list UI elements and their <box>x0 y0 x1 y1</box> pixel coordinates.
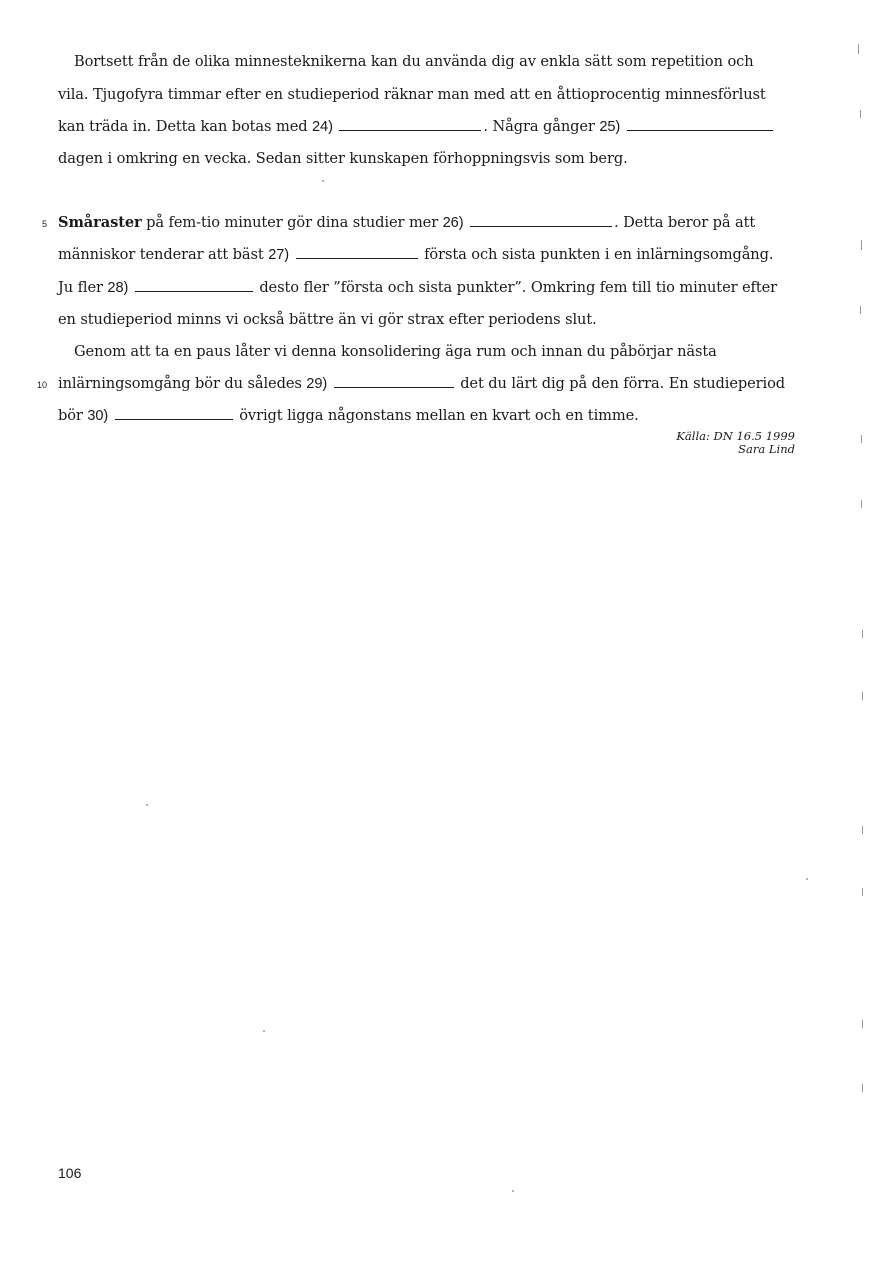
gap-number-24: 24) <box>312 119 333 135</box>
line-text: vila. Tjugofyra timmar efter en studieperiod räknar man med att en åttioprocentig minnesförlust <box>58 86 766 103</box>
line-text: första och sista punkten i en inlärningsomgång. <box>424 246 774 263</box>
text-line-2 <box>58 85 766 105</box>
scan-mark <box>862 630 863 638</box>
text-line-10 <box>58 374 785 394</box>
line-text: Ju fler <box>58 279 103 296</box>
scan-mark <box>860 306 861 314</box>
gap-number-28: 28) <box>107 280 129 296</box>
scan-dot <box>322 180 324 182</box>
scan-mark <box>862 1084 863 1092</box>
source-author: Sara Lind <box>738 442 795 456</box>
scan-mark <box>858 44 859 54</box>
line-text: . Detta beror på att <box>614 214 756 231</box>
text-line-6 <box>58 245 773 265</box>
gap-29-blank[interactable] <box>334 375 454 388</box>
line-number-5: 5 <box>42 219 48 229</box>
scan-dot <box>263 1030 265 1032</box>
gap-30-blank[interactable] <box>115 407 233 420</box>
text-line-3 <box>58 117 775 137</box>
scan-mark <box>862 692 863 700</box>
scan-mark <box>861 500 862 508</box>
scan-dot <box>146 804 148 806</box>
line-text: det du lärt dig på den förra. En studieperiod <box>460 375 786 392</box>
scan-mark <box>862 1020 863 1028</box>
line-text: övrigt ligga någonstans mellan en kvart och en timme. <box>239 407 639 424</box>
line-text: kan träda in. Detta kan botas med <box>58 118 308 135</box>
text-line-4 <box>58 149 628 169</box>
scan-dot <box>512 1190 514 1192</box>
page-number: 106 <box>58 1165 82 1181</box>
line-text: en studieperiod minns vi också bättre än vi gör strax efter periodens slut. <box>58 311 597 328</box>
text-line-8 <box>58 310 597 330</box>
gap-25-blank[interactable] <box>627 118 773 131</box>
line-text: dagen i omkring en vecka. Sedan sitter kunskapen förhoppningsvis som berg. <box>58 150 628 167</box>
gap-number-25: 25) <box>599 119 621 135</box>
scan-mark <box>862 888 863 896</box>
text-line-7 <box>58 278 777 298</box>
scan-mark <box>861 435 862 443</box>
scan-mark <box>862 826 863 834</box>
gap-28-blank[interactable] <box>135 279 253 292</box>
text-line-9 <box>74 342 717 362</box>
scan-dot <box>806 878 808 880</box>
gap-number-26: 26) <box>442 215 464 231</box>
scan-mark <box>861 240 862 250</box>
text-line-1 <box>74 52 754 72</box>
line-text: desto fler ”första och sista punkter”. Omkring fem till tio minuter efter <box>259 279 778 296</box>
gap-number-29: 29) <box>306 376 328 392</box>
gap-26-blank[interactable] <box>470 214 612 227</box>
line-text: på fem-tio minuter gör dina studier mer <box>146 214 439 231</box>
line-text: bör <box>58 407 83 424</box>
gap-27-blank[interactable] <box>296 246 418 259</box>
line-text: inlärningsomgång bör du således <box>58 375 302 392</box>
line-text: Genom att ta en paus låter vi denna konsolidering äga rum och innan du påbörjar nästa <box>74 343 717 360</box>
gap-24-blank[interactable] <box>339 118 481 131</box>
text-line-5 <box>58 213 755 233</box>
text-line-11 <box>58 406 639 426</box>
scan-mark <box>860 110 861 118</box>
bold-term: Småraster <box>58 214 142 231</box>
source-citation: Källa: DN 16.5 1999 <box>676 429 795 443</box>
line-text: Bortsett från de olika minnesteknikerna kan du använda dig av enkla sätt som repetition och <box>74 53 754 70</box>
line-number-10: 10 <box>37 380 48 390</box>
line-text: människor tenderar att bäst <box>58 246 264 263</box>
gap-number-30: 30) <box>87 408 109 424</box>
line-text: . Några gånger <box>483 118 595 135</box>
gap-number-27: 27) <box>268 247 290 263</box>
